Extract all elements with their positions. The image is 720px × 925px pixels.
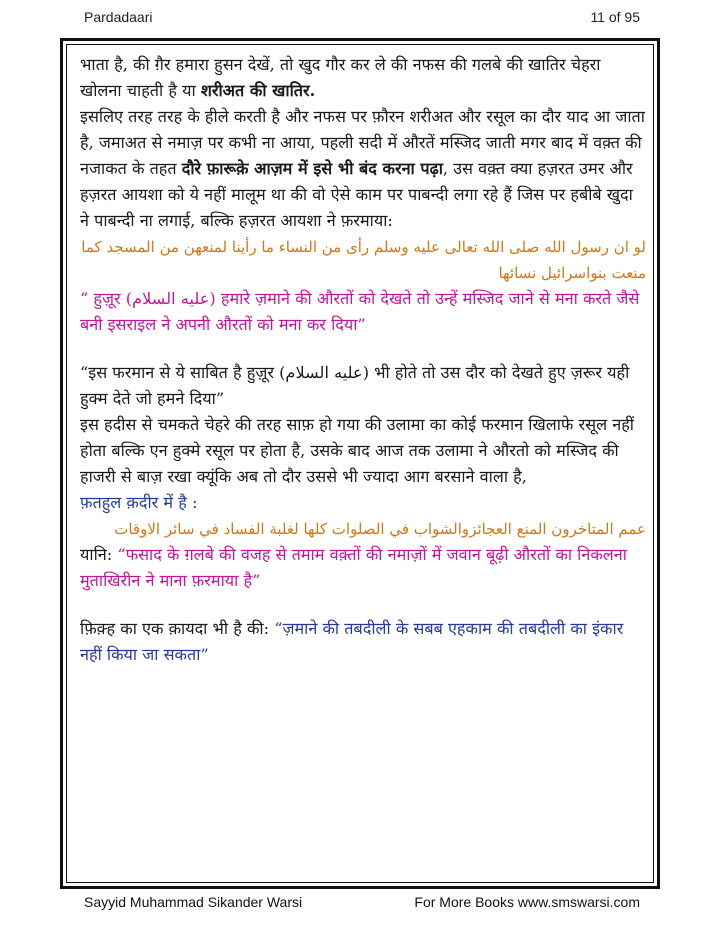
author-footer: Sayyid Muhammad Sikander Warsi (84, 894, 303, 910)
paragraph-2: इसलिए तरह तरह के हीले करती है और नफस पर फ़ौरन शरीअत और रसूल का दौर याद आ जाता है, जमाअत से नमाज़ पर कभी ना आया, पहली सदी में औरतें मस्जिद जाती मगर बाद में वक़्त की नजाकत के तहत दौरे फ़ारूक़े आज़म में इसे भी बंद करना पढ़ा, उस वक़्त क्या हज़रत उमर और हज़रत आयशा को ये नहीं मालूम था की वो ऐसे काम पर पाबन्दी लगा रहे हैं जिस पर हबीबे खुदा ने पाबन्दी ना लगाई, बल्कि हज़रत आयशा ने फ़रमाया: (80, 107, 645, 230)
bold-phrase: शरीअत की खातिर. (200, 81, 316, 100)
page-content (80, 52, 646, 668)
page-number: 11 of 95 (590, 9, 640, 25)
paragraph-4: इस हदीस से चमकते चेहरे की तरह साफ़ हो गया की उलामा का कोई फरमान खिलाफे रसूल नहीं होता बल्कि एन हुक्मे रसूल पर होता है, उसके बाद आज तक उलामा ने औरतो को मस्जिद की हाजरी से बाज़ रखा क्यूंकि अब तो दौर उससे भी ज्यादा आग बरसाने वाला है, (80, 415, 634, 486)
document-title: Pardadaari (84, 9, 153, 25)
fiqh-rule: फ़िक़्ह का एक क़ायदा भी है की: “ज़माने की तबदीली के सबब एहकाम की तबदीली का इंकार नहीं किया जा सकता” (80, 619, 624, 664)
arabic-quote: عمم المتاخرون المنع العجائزوالشواب في الصلوات كلها لغلبة الفساد في سائر الاوقات (114, 520, 646, 538)
paragraph-3: “इस फरमान से ये साबित है हुज़ूर (عليه السلام) भी होते तो उस दौर को देखते हुए ज़रूर यही हुक्म देते जो हमने दिया” (80, 363, 630, 408)
arabic-hadith: لو ان رسول الله صلى الله تعالى عليه وسلم رأى من النساء ما رأينا لمنعهن من المسجد كما منعت بنواسرائيل نسائها (81, 238, 646, 282)
hadith-translation: “ हुज़ूर (عليه السلام) हमारे ज़माने की औरतों को देखते तो उन्हें मस्जिद जाने से मना करते जैसे बनी इसराइल ने अपनी औरतों को मना कर दिया” (80, 289, 640, 334)
yani-translation: यानि: “फसाद के ग़लबे की वजह से तमाम वक़्तों की नमाज़ों में जवान बूढ़ी औरतों का निकलना मुताखिरीन ने माना फ़रमाया है” (80, 545, 627, 590)
fathul-qadeer-heading: फ़तहुल क़दीर में है : (80, 493, 198, 512)
bold-phrase: दौरे फ़ारूक़े आज़म में इसे भी बंद करना पढ़ा (181, 159, 443, 178)
website-footer: For More Books www.smswarsi.com (414, 894, 640, 910)
paragraph-1: भाता है, की ग़ैर हमारा हुसन देखें, तो खुद गौर कर ले की नफस की गलबे की खातिर चेहरा खोलना चाहती है या शरीअत की खातिर. (80, 55, 601, 100)
